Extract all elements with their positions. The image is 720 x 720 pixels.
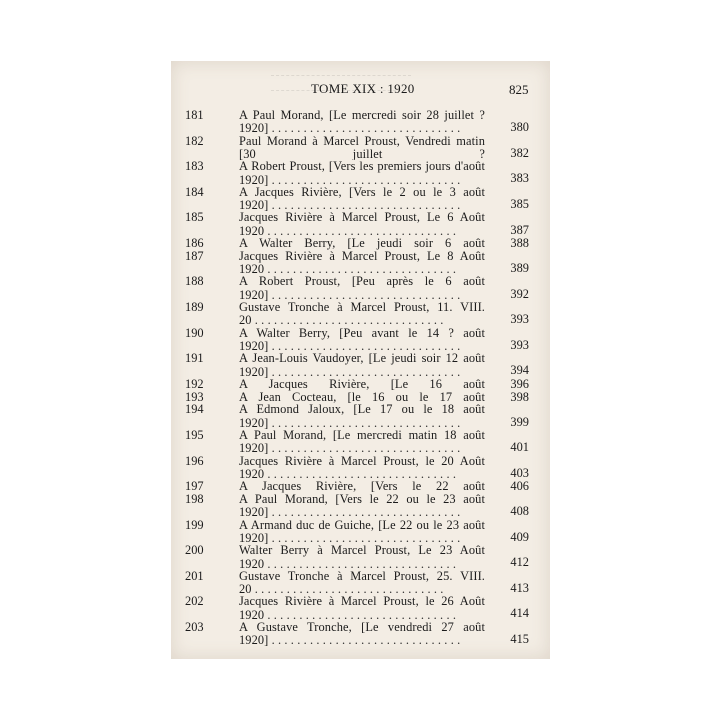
page-header [171, 79, 550, 99]
letter-number: 184 [185, 184, 204, 199]
letter-title-wrap [239, 135, 489, 161]
toc-entry [171, 519, 550, 545]
letter-title-wrap [239, 160, 489, 186]
letter-number: 202 [185, 594, 204, 609]
letter-number: 186 [185, 235, 204, 250]
toc-entry [171, 391, 550, 404]
letter-number: 181 [185, 108, 204, 122]
table-of-contents [171, 109, 550, 646]
letter-title-wrap [239, 519, 489, 545]
letter-page: 396 [510, 376, 529, 391]
letter-number: 201 [185, 568, 204, 583]
letter-number: 197 [185, 479, 204, 494]
toc-entry [171, 301, 550, 327]
letter-title: A Jean Cocteau, [le 16 ou le 17 août . . . [239, 391, 485, 404]
letter-number: 185 [185, 210, 204, 225]
letter-title: A Jean-Louis Vaudoyer, [Le jeudi soir 12 août 1920] . . . [239, 352, 485, 378]
running-title: TOME XIX : 1920 [311, 81, 415, 96]
letter-title-wrap [239, 544, 489, 570]
toc-entry [171, 160, 550, 186]
letter-title-wrap [239, 621, 489, 647]
letter-number: 196 [185, 453, 204, 468]
letter-page: 413 [510, 580, 529, 595]
letter-page: 409 [510, 529, 529, 544]
toc-entry [171, 595, 550, 621]
letter-title: Gustave Tronche à Marcel Proust, 25. VIII. 20 . . . [239, 570, 485, 596]
book-page [171, 61, 550, 659]
letter-title: A Armand duc de Guiche, [Le 22 ou le 23 août 1920] . . . [239, 519, 485, 545]
letter-title-wrap [239, 480, 489, 493]
letter-title: A Walter Berry, [Peu avant le 14 ? août 1920] . . . [239, 327, 485, 353]
letter-title-wrap [239, 109, 489, 135]
letter-page: 415 [510, 632, 529, 647]
letter-number: 200 [185, 543, 204, 558]
toc-entry [171, 250, 550, 276]
letter-page: 399 [510, 414, 529, 429]
letter-number: 190 [185, 325, 204, 340]
letter-title-wrap [239, 391, 489, 404]
letter-page: 412 [510, 555, 529, 570]
letter-title: Jacques Rivière à Marcel Proust, le 20 Août 1920 . . . [239, 455, 485, 481]
letter-title: A Paul Morand, [Le mercredi matin 18 août 1920] . . . [239, 429, 485, 455]
letter-title: Paul Morand à Marcel Proust, Vendredi matin [30 juillet ? . . . [239, 135, 485, 161]
letter-title: A Robert Proust, [Vers les premiers jours d'août 1920] . . . [239, 160, 485, 186]
letter-page: 382 [510, 145, 529, 160]
letter-page: 380 [510, 120, 529, 135]
letter-title: Jacques Rivière à Marcel Proust, Le 6 Août 1920 . . . [239, 211, 485, 237]
letter-number: 191 [185, 351, 204, 366]
letter-title-wrap [239, 186, 489, 212]
letter-title-wrap [239, 250, 489, 276]
toc-entry [171, 493, 550, 519]
letter-title-wrap [239, 403, 489, 429]
toc-entry [171, 429, 550, 455]
letter-page: 385 [510, 196, 529, 211]
letter-title-wrap [239, 301, 489, 327]
letter-title: Jacques Rivière à Marcel Proust, Le 8 Août 1920 . . . [239, 250, 485, 276]
letter-number: 188 [185, 274, 204, 289]
letter-number: 182 [185, 133, 204, 148]
letter-page: 406 [510, 479, 529, 494]
letter-title: Gustave Tronche à Marcel Proust, 11. VIII. 20 . . . [239, 301, 485, 327]
toc-entry [171, 403, 550, 429]
letter-title-wrap [239, 429, 489, 455]
toc-entry [171, 621, 550, 647]
letter-title-wrap [239, 570, 489, 596]
letter-number: 203 [185, 619, 204, 634]
letter-page: 393 [510, 312, 529, 327]
letter-title-wrap [239, 595, 489, 621]
letter-page: 398 [510, 389, 529, 404]
letter-title: A Walter Berry, [Le jeudi soir 6 août . . . [239, 237, 485, 250]
toc-entry [171, 211, 550, 237]
letter-title: A Robert Proust, [Peu après le 6 août 1920] . . . [239, 275, 485, 301]
letter-title-wrap [239, 493, 489, 519]
letter-number: 187 [185, 248, 204, 263]
letter-title-wrap [239, 378, 489, 391]
toc-entry [171, 455, 550, 481]
toc-entry [171, 109, 550, 135]
letter-number: 193 [185, 389, 204, 404]
letter-title-wrap [239, 275, 489, 301]
toc-entry [171, 378, 550, 391]
toc-entry [171, 186, 550, 212]
letter-page: 393 [510, 337, 529, 352]
toc-entry [171, 237, 550, 250]
letter-title: A Paul Morand, [Vers le 22 ou le 23 août 1920] . . . [239, 493, 485, 519]
letter-page: 392 [510, 286, 529, 301]
letter-title: A Jacques Rivière, [Vers le 22 août . . . [239, 480, 485, 493]
letter-title: A Paul Morand, [Le mercredi soir 28 juillet ? 1920] . . . [239, 109, 485, 135]
letter-title: Walter Berry à Marcel Proust, Le 23 Août 1920 . . . [239, 544, 485, 570]
letter-page: 401 [510, 440, 529, 455]
letter-page: 403 [510, 465, 529, 480]
letter-page: 408 [510, 504, 529, 519]
letter-number: 183 [185, 159, 204, 174]
letter-title-wrap [239, 211, 489, 237]
letter-title-wrap [239, 455, 489, 481]
letter-number: 195 [185, 427, 204, 442]
toc-entry [171, 544, 550, 570]
letter-number: 189 [185, 299, 204, 314]
page-number: 825 [509, 82, 529, 97]
toc-entry [171, 135, 550, 161]
letter-title: A Jacques Rivière, [Vers le 2 ou le 3 août 1920] . . . [239, 186, 485, 212]
toc-entry [171, 275, 550, 301]
letter-number: 194 [185, 402, 204, 417]
letter-title: A Edmond Jaloux, [Le 17 ou le 18 août 1920] . . . [239, 403, 485, 429]
toc-entry [171, 480, 550, 493]
letter-page: 389 [510, 260, 529, 275]
toc-entry [171, 352, 550, 378]
letter-page: 387 [510, 222, 529, 237]
letter-title-wrap [239, 352, 489, 378]
letter-title: Jacques Rivière à Marcel Proust, le 26 Août 1920 . . . [239, 595, 485, 621]
letter-page: 383 [510, 171, 529, 186]
letter-title: A Jacques Rivière, [Le 16 août . . . [239, 378, 485, 391]
letter-title-wrap [239, 237, 489, 250]
letter-page: 394 [510, 363, 529, 378]
letter-title-wrap [239, 327, 489, 353]
letter-number: 199 [185, 517, 204, 532]
letter-page: 414 [510, 606, 529, 621]
toc-entry [171, 570, 550, 596]
letter-title: A Gustave Tronche, [Le vendredi 27 août 1920] . . . [239, 621, 485, 647]
toc-entry [171, 327, 550, 353]
letter-number: 192 [185, 376, 204, 391]
letter-number: 198 [185, 491, 204, 506]
letter-page: 388 [510, 235, 529, 250]
